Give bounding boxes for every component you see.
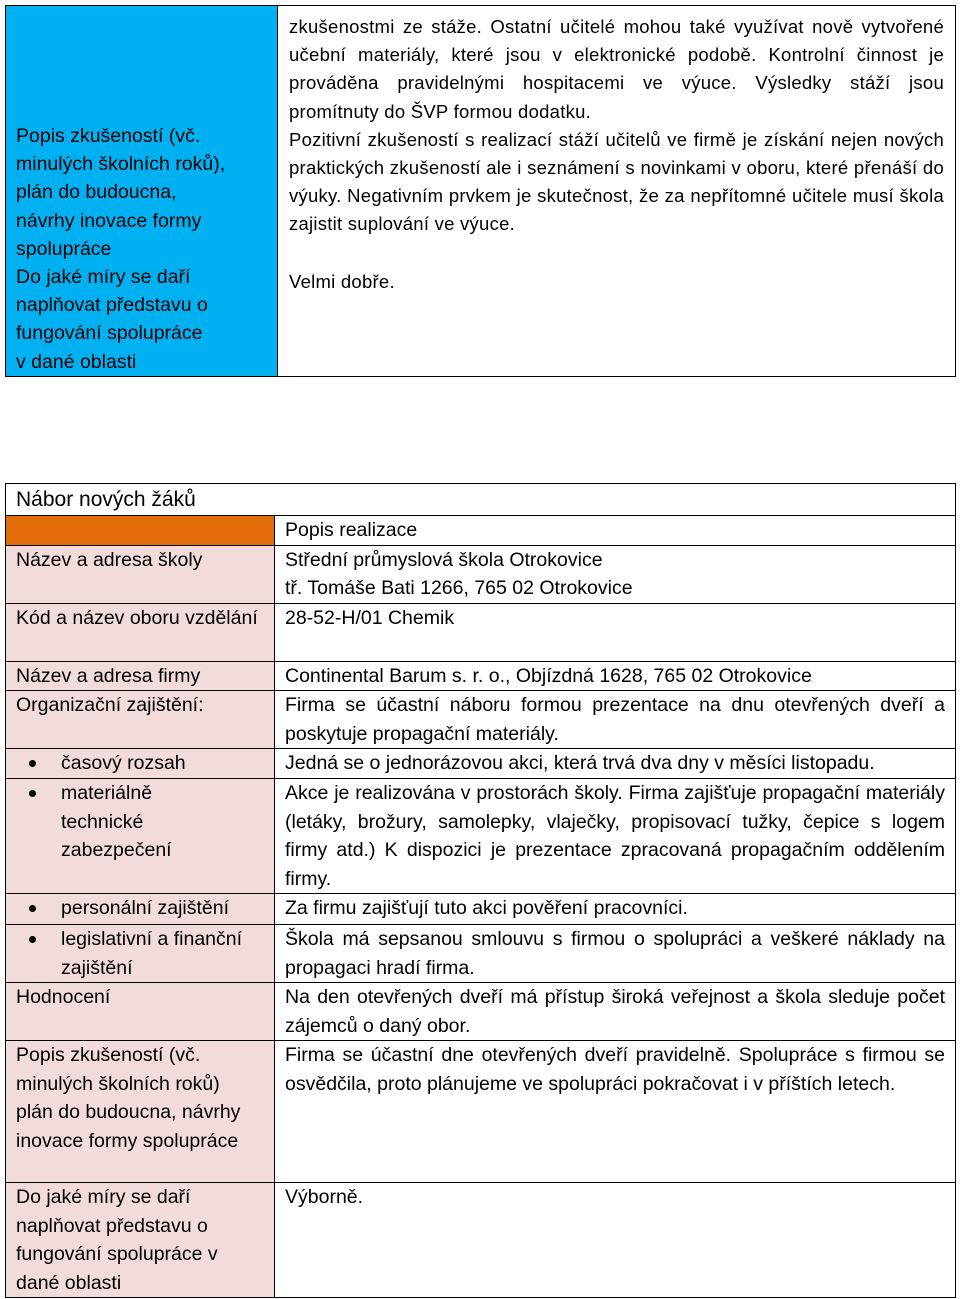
bullet-icon bbox=[16, 925, 61, 982]
label-line: minulých školních roků), bbox=[16, 153, 226, 176]
label-line: plán do budoucna, bbox=[16, 181, 177, 204]
row-value: Za firmu zajišťují tuto akci pověření pracovníci. bbox=[275, 894, 956, 925]
row-value: Firma se účastní náboru formou prezentace na dnu otevřených dveří a poskytuje propagační materiály. bbox=[275, 691, 956, 749]
label-line: naplňovat představu o bbox=[16, 294, 208, 317]
experience-table bbox=[5, 5, 956, 377]
row-label: Název a adresa školy bbox=[6, 545, 275, 603]
label-line: spolupráce bbox=[16, 237, 112, 260]
recruitment-table bbox=[5, 515, 956, 1298]
bullet-row-label: personální zajištění bbox=[6, 894, 275, 925]
rating-text: Velmi dobře. bbox=[289, 270, 395, 292]
bullet-icon bbox=[16, 779, 61, 865]
header-left-cell bbox=[6, 516, 275, 546]
bullet-row-label: časový rozsah bbox=[6, 749, 275, 779]
experience-text-cell bbox=[278, 6, 956, 377]
row-value: Střední průmyslová škola Otrokovice tř. Tomáše Bati 1266, 765 02 Otrokovice bbox=[275, 545, 956, 603]
experience-label-cell bbox=[6, 6, 278, 377]
label-line: fungování spolupráce bbox=[16, 322, 203, 345]
header-right-cell: Popis realizace bbox=[275, 516, 956, 546]
row-value: Výborně. bbox=[275, 1183, 956, 1298]
label-line: Popis zkušeností (vč. bbox=[16, 125, 201, 147]
row-label: Do jaké míry se daří naplňovat představu o fungování spolupráce v dané oblasti bbox=[6, 1183, 275, 1298]
row-value: Akce je realizována v prostorách školy. Firma zajišťuje propagační materiály (letáky, brožury, samolepky, vlaječky, propisovací tužky, čepice s logem firmy atd.) K dispozici je prezentace zpracovaná propagačním oddělením firmy. bbox=[275, 779, 956, 894]
label-line: v dané oblasti bbox=[16, 350, 137, 373]
label-line: návrhy inovace formy bbox=[16, 209, 202, 232]
row-value: Continental Barum s. r. o., Objízdná 1628, 765 02 Otrokovice bbox=[275, 661, 956, 691]
recruitment-section bbox=[5, 483, 956, 1298]
experience-paragraph: zkušenostmi ze stáže. Ostatní učitelé mohou také využívat nově vytvořené učební materiály, které jsou v elektronické podobě. Kontrolní činnost je prováděna pravidelnými hospitacemi ve výuce. Výsledky stáží jsou promítnuty do ŠVP formou dodatku. bbox=[289, 16, 944, 122]
row-label: Organizační zajištění: bbox=[6, 691, 275, 749]
label-line: Do jaké míry se daří bbox=[16, 266, 191, 289]
row-label: Kód a název oboru vzdělání bbox=[6, 603, 275, 661]
bullet-icon bbox=[16, 749, 61, 778]
section-heading: Nábor nových žáků bbox=[5, 483, 956, 515]
row-value: Jedná se o jednorázovou akci, která trvá dva dny v měsíci listopadu. bbox=[275, 749, 956, 779]
experience-paragraph: Pozitivní zkušeností s realizací stáží učitelů ve firmě je získání nejen nových praktických zkušeností ale i seznámení s novinkami v oboru, které přenáší do výuky. Negativním prvkem je skutečnost, že za nepřítomné učitele musí škola zajistit suplování ve výuce. bbox=[289, 128, 944, 235]
row-value: Škola má sepsanou smlouvu s firmou o spolupráci a veškeré náklady na propagaci hradí firma. bbox=[275, 925, 956, 983]
row-value: Firma se účastní dne otevřených dveří pravidelně. Spolupráce s firmou se osvědčila, proto plánujeme ve spolupráci pokračovat i v příštích letech. bbox=[275, 1041, 956, 1183]
row-label: Popis zkušeností (vč. minulých školních roků) plán do budoucna, návrhy inovace formy spolupráce bbox=[6, 1041, 275, 1183]
bullet-row-label: legislativní a finanční zajištění bbox=[6, 925, 275, 983]
row-label: Hodnocení bbox=[6, 983, 275, 1041]
row-label: Název a adresa firmy bbox=[6, 661, 275, 691]
row-value: Na den otevřených dveří má přístup široká veřejnost a škola sleduje počet zájemců o daný obor. bbox=[275, 983, 956, 1041]
bullet-row-label: materiálně technické zabezpečení bbox=[6, 779, 275, 894]
bullet-icon bbox=[16, 894, 61, 923]
row-value: 28-52-H/01 Chemik bbox=[275, 603, 956, 661]
